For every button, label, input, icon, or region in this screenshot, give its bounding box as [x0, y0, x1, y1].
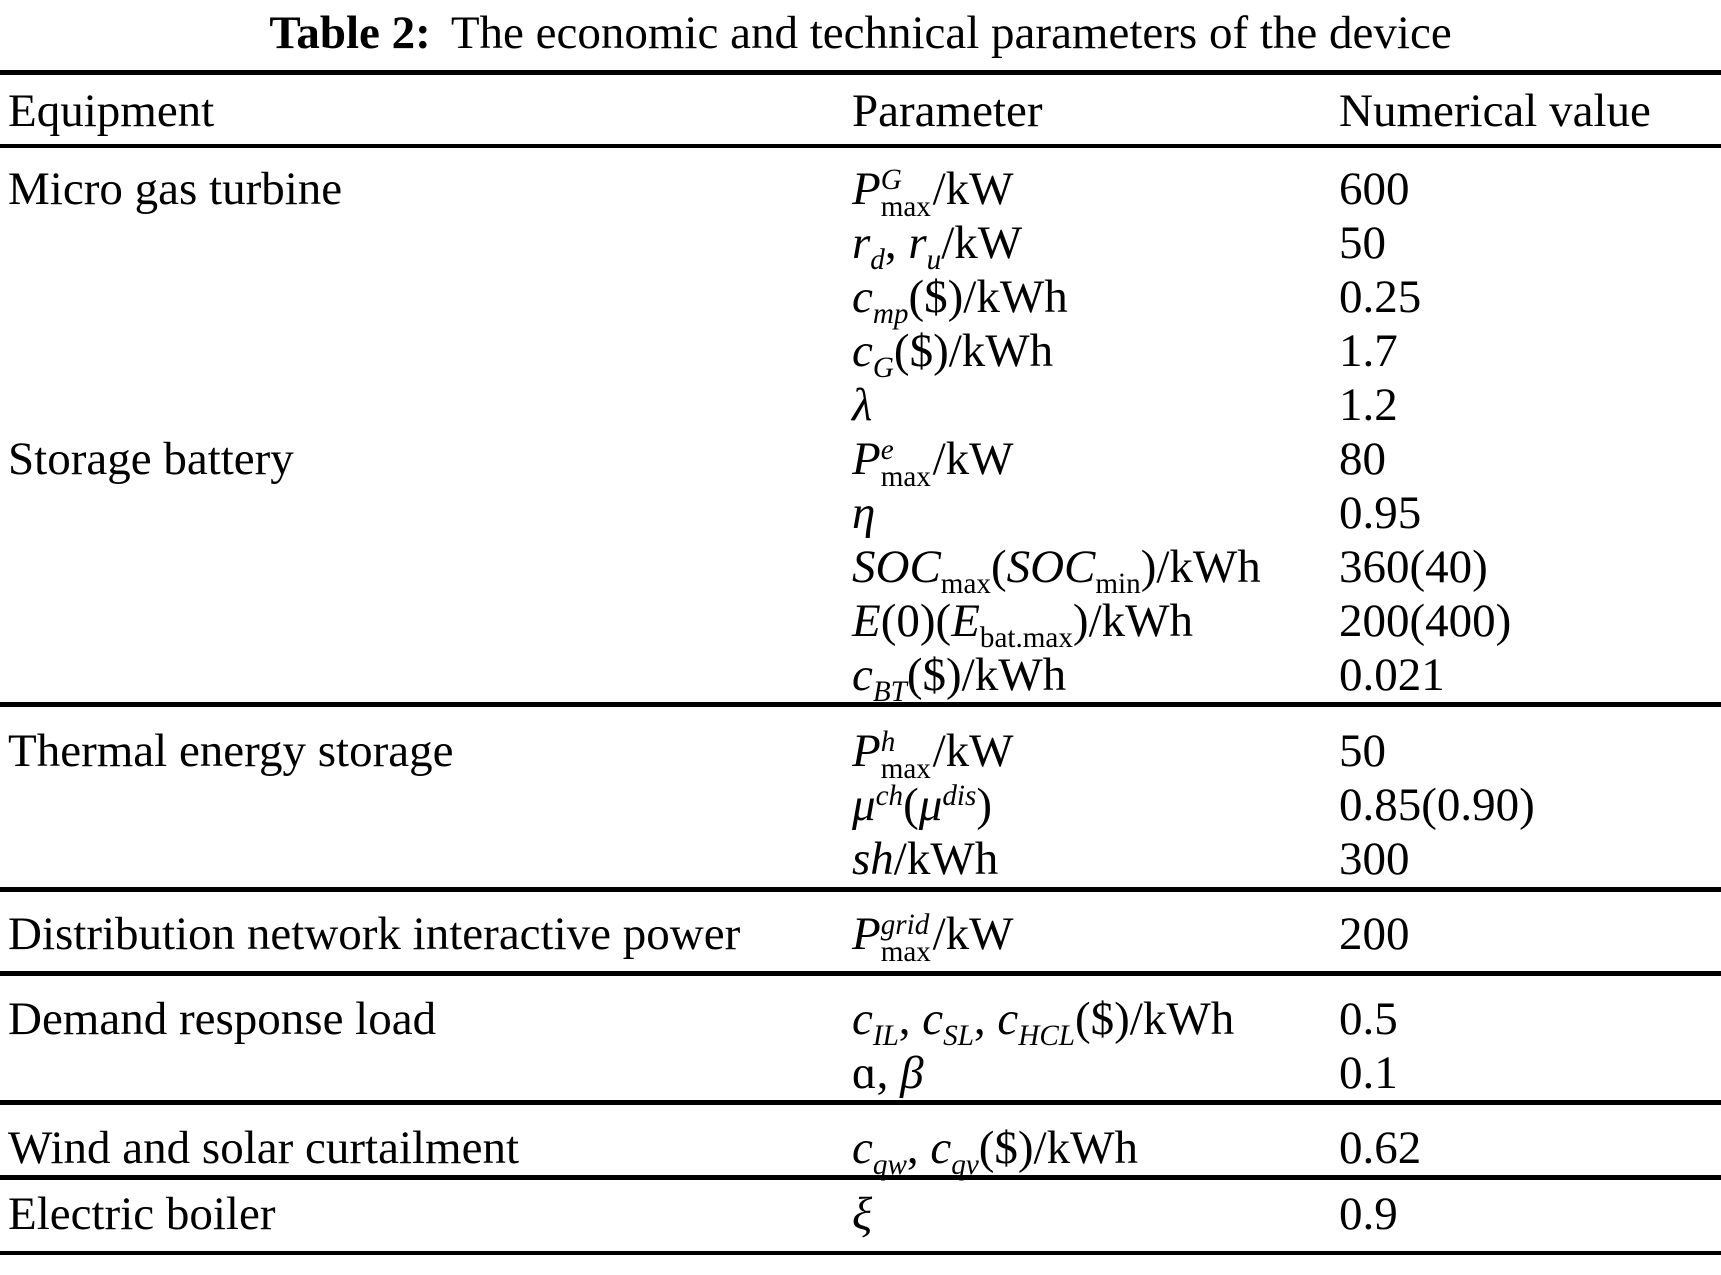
- table-row: [852, 378, 1721, 432]
- table-row: [852, 594, 1721, 655]
- table-row: [852, 432, 1721, 493]
- math-segment: c: [852, 1122, 873, 1174]
- math-segment: c: [852, 993, 873, 1045]
- header-parameter: Parameter: [852, 85, 1043, 137]
- value-cell: 50: [1339, 725, 1386, 777]
- math-segment: η: [852, 487, 876, 539]
- parameter-cell: [852, 540, 1339, 601]
- math-segment: min: [1095, 568, 1141, 601]
- section-rows: [852, 432, 1721, 709]
- math-segment: λ: [852, 379, 873, 431]
- math-segment: P: [852, 163, 881, 215]
- math-segment: ,: [906, 1122, 931, 1174]
- math-segment: ch: [875, 779, 904, 812]
- subscript: max: [880, 460, 931, 493]
- math-segment: ,: [973, 993, 998, 1045]
- math-segment: u: [926, 244, 942, 277]
- parameter-cell: [852, 216, 1339, 277]
- supsub-stack: [880, 164, 931, 223]
- parameter-cell: [852, 378, 1339, 432]
- math-segment: bat.max: [979, 622, 1073, 655]
- table-row: [852, 832, 1721, 886]
- parameter-cell: [852, 648, 1339, 709]
- section-rows: [852, 907, 1721, 968]
- math-segment: (: [990, 541, 1007, 593]
- section-rows: [852, 992, 1721, 1100]
- table-row: [852, 907, 1721, 968]
- math-segment: mp: [872, 298, 909, 331]
- math-segment: )/kWh: [1140, 541, 1261, 593]
- table-row: [852, 486, 1721, 540]
- table-section: [0, 976, 1721, 1105]
- parameter-cell: [852, 992, 1339, 1053]
- equipment-cell: Demand response load: [8, 993, 437, 1045]
- table-section: [0, 148, 1721, 432]
- table-row: [852, 162, 1721, 223]
- math-segment: HCL: [1018, 1020, 1075, 1053]
- math-segment: μ: [852, 779, 876, 831]
- table-row: [852, 270, 1721, 331]
- math-segment: P: [852, 725, 881, 777]
- value-cell: 50: [1339, 217, 1386, 269]
- subscript: max: [880, 752, 931, 785]
- math-segment: P: [852, 433, 881, 485]
- value-cell: 0.1: [1339, 1047, 1398, 1099]
- table-row: [852, 1121, 1721, 1182]
- math-segment: /kW: [932, 725, 1014, 777]
- table-section: [0, 1105, 1721, 1180]
- equipment-cell: Storage battery: [8, 433, 294, 485]
- table-section: [0, 1180, 1721, 1255]
- math-segment: (: [903, 779, 919, 831]
- equipment-cell: Electric boiler: [8, 1188, 276, 1240]
- math-segment: max: [940, 568, 991, 601]
- math-segment: sh: [852, 833, 894, 885]
- math-segment: SOC: [1006, 541, 1096, 593]
- math-segment: ,: [884, 217, 909, 269]
- value-cell: 0.9: [1339, 1188, 1398, 1240]
- parameter-cell: [852, 594, 1339, 655]
- math-segment: μ: [918, 779, 943, 831]
- math-segment: qw: [872, 1149, 907, 1182]
- value-cell: 0.25: [1339, 271, 1422, 323]
- math-segment: qv: [951, 1149, 979, 1182]
- value-cell: 600: [1339, 163, 1410, 215]
- section-rows: [852, 1121, 1721, 1182]
- math-segment: β: [900, 1047, 924, 1099]
- math-segment: SL: [943, 1020, 974, 1053]
- math-segment: r: [908, 217, 927, 269]
- math-segment: ($)/kWh: [978, 1122, 1138, 1174]
- parameter-cell: [852, 432, 1339, 493]
- math-segment: G: [872, 352, 894, 385]
- parameter-cell: [852, 162, 1339, 223]
- value-cell: 1.7: [1339, 325, 1398, 377]
- table-caption-label: Table 2:: [269, 7, 431, 59]
- math-segment: SOC: [852, 541, 941, 593]
- section-rows: [852, 724, 1721, 886]
- value-cell: 80: [1339, 433, 1386, 485]
- math-segment: ): [976, 779, 992, 831]
- value-cell: 1.2: [1339, 379, 1398, 431]
- table-caption-text: The economic and technical parameters of the device: [450, 7, 1452, 59]
- math-segment: ɑ: [852, 1047, 877, 1099]
- table-row: [852, 540, 1721, 601]
- math-segment: c: [852, 271, 873, 323]
- math-segment: c: [852, 325, 873, 377]
- section-rows: [852, 1187, 1721, 1241]
- supsub-stack: [880, 434, 931, 493]
- math-segment: IL: [872, 1020, 899, 1053]
- value-cell: 0.95: [1339, 487, 1422, 539]
- value-cell: 200: [1339, 908, 1410, 960]
- parameter-cell: [852, 1187, 1339, 1241]
- header-equipment: Equipment: [8, 85, 215, 137]
- math-segment: E: [852, 595, 881, 647]
- section-rows: [852, 162, 1721, 432]
- equipment-cell: Wind and solar curtailment: [8, 1122, 520, 1174]
- math-segment: ($)/kWh: [893, 325, 1054, 377]
- math-segment: c: [930, 1122, 952, 1174]
- parameter-cell: [852, 270, 1339, 331]
- table-section: [0, 707, 1721, 892]
- value-cell: 0.62: [1339, 1122, 1422, 1174]
- math-segment: (0)(: [880, 595, 952, 647]
- parameter-cell: [852, 778, 1339, 832]
- parameter-cell: [852, 724, 1339, 785]
- value-cell: 0.021: [1339, 649, 1445, 701]
- supsub-stack: [880, 726, 931, 785]
- supsub-stack: [880, 909, 931, 968]
- math-segment: /kW: [932, 163, 1014, 215]
- math-segment: /kW: [941, 217, 1023, 269]
- math-segment: c: [852, 649, 873, 701]
- table-row: [852, 778, 1721, 832]
- parameter-cell: [852, 907, 1339, 968]
- math-segment: c: [997, 993, 1019, 1045]
- math-segment: d: [870, 244, 885, 277]
- parameter-cell: [852, 832, 1339, 886]
- parameter-cell: [852, 1121, 1339, 1182]
- math-segment: c: [922, 993, 944, 1045]
- value-cell: 200(400): [1339, 595, 1512, 647]
- value-cell: 360(40): [1339, 541, 1488, 593]
- math-segment: BT: [872, 676, 907, 709]
- subscript: max: [880, 935, 931, 968]
- superscript: G: [880, 164, 902, 196]
- math-segment: /kW: [932, 908, 1014, 960]
- math-segment: r: [852, 217, 871, 269]
- math-segment: ,: [898, 993, 923, 1045]
- math-segment: ($)/kWh: [906, 649, 1067, 701]
- parameter-cell: [852, 486, 1339, 540]
- table-row: [852, 216, 1721, 277]
- superscript: e: [880, 434, 894, 466]
- table-section: [0, 432, 1721, 707]
- math-segment: E: [951, 595, 980, 647]
- table-section: [0, 892, 1721, 976]
- equipment-cell: Distribution network interactive power: [8, 908, 741, 960]
- table-row: [852, 1187, 1721, 1241]
- table-row: [852, 724, 1721, 785]
- math-segment: )/kWh: [1072, 595, 1193, 647]
- math-segment: dis: [942, 779, 977, 812]
- equipment-cell: Thermal energy storage: [8, 725, 454, 777]
- value-cell: 0.5: [1339, 993, 1398, 1045]
- header-numerical-value: Numerical value: [1339, 85, 1651, 137]
- parameter-cell: [852, 1046, 1339, 1100]
- math-segment: /kWh: [893, 833, 999, 885]
- math-segment: P: [852, 908, 881, 960]
- superscript: grid: [880, 909, 930, 941]
- math-segment: ,: [876, 1047, 901, 1099]
- subscript: max: [880, 190, 931, 223]
- superscript: h: [880, 726, 896, 758]
- table-row: [852, 648, 1721, 709]
- value-cell: 300: [1339, 833, 1410, 885]
- table-row: [852, 1046, 1721, 1100]
- math-segment: ($)/kWh: [1074, 993, 1235, 1045]
- table-row: [852, 324, 1721, 385]
- math-segment: /kW: [932, 433, 1014, 485]
- math-segment: ($)/kWh: [908, 271, 1068, 323]
- table-header-row: [0, 75, 1721, 148]
- parameter-cell: [852, 324, 1339, 385]
- table-row: [852, 992, 1721, 1053]
- equipment-cell: Micro gas turbine: [8, 163, 343, 215]
- math-segment: ξ: [852, 1188, 873, 1240]
- table-body: [0, 148, 1721, 1255]
- value-cell: 0.85(0.90): [1339, 779, 1535, 831]
- table-caption: [0, 0, 1721, 75]
